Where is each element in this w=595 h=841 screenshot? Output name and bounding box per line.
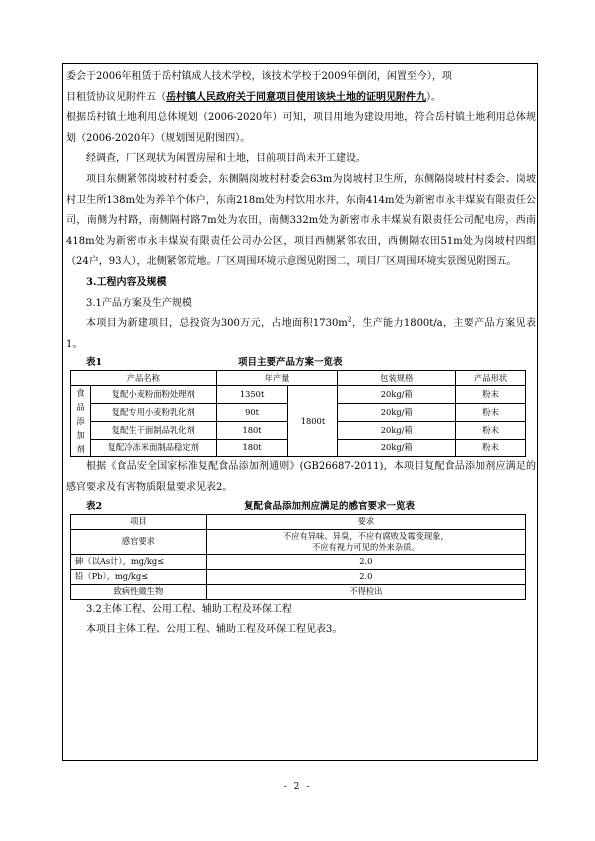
text: 本项目为新建项目，总投资为300万元，占地面积1730m — [86, 318, 348, 330]
group-char: 食 — [76, 388, 85, 399]
header-cell: 要求 — [206, 514, 525, 529]
text: ，生产能力1800t/a，主要产品方案见表1。 — [66, 318, 536, 350]
cell: 复配小麦粉面粉处理剂 — [90, 386, 216, 404]
paragraph — [66, 314, 536, 355]
cell: 180t — [216, 421, 288, 439]
header-cell: 产品名称 — [71, 371, 217, 386]
table-row — [71, 554, 526, 569]
product-table — [70, 370, 526, 457]
cell: 180t — [216, 439, 288, 457]
text: 目租赁协议见附件五（ — [66, 91, 166, 103]
text: ）。 — [426, 91, 441, 103]
table-row — [71, 386, 526, 404]
table1-caption — [66, 355, 536, 370]
table-row — [71, 584, 526, 599]
group-char: 品 — [76, 402, 85, 413]
cell: 复配生干面制品乳化剂 — [90, 421, 216, 439]
cell: 不得检出 — [206, 584, 525, 599]
paragraph: 根据岳村镇土地利用总体规划（2006-2020年）可知，项目用地为建设用地，符合岳村镇土地利用总体规划（2006-2020年）（规划图见附图四）。 — [66, 112, 536, 144]
cell: 90t — [216, 404, 288, 422]
superscript: 2 — [347, 316, 352, 324]
paragraph: 经调查，厂区现状为闲置房屋和土地，目前项目尚未开工建设。 — [86, 153, 366, 165]
cell: 20kg/箱 — [338, 404, 456, 422]
table2-caption — [66, 499, 536, 514]
cell: 20kg/箱 — [338, 439, 456, 457]
paragraph-line — [66, 88, 536, 109]
underlined-reference: 岳村镇人民政府关于同意项目使用该块土地的证明见附件九 — [166, 91, 426, 103]
cell: 铅（Pb），mg/kg≤ — [71, 569, 207, 584]
header-cell: 产品形状 — [456, 371, 526, 386]
cell: 粉末 — [456, 439, 526, 457]
cell: 2.0 — [206, 554, 525, 569]
requirement-line: 不应有异味、异臭，不应有腐败及霉变现象， — [282, 530, 449, 541]
total-cell: 1800t — [288, 386, 338, 457]
group-char: 剂 — [76, 444, 85, 455]
cell: 感官要求 — [71, 529, 207, 554]
requirements-table — [70, 514, 526, 600]
cell: 砷（以As计），mg/kg≤ — [71, 554, 207, 569]
cell: 1350t — [216, 386, 288, 404]
cell: 复配专用小麦粉乳化剂 — [90, 404, 216, 422]
header-cell: 项目 — [71, 514, 207, 529]
group-cell — [71, 386, 91, 457]
cell: 复配冷冻米面制品稳定剂 — [90, 439, 216, 457]
group-char: 添 — [76, 416, 85, 427]
cell: 粉末 — [456, 386, 526, 404]
table1-title: 项目主要产品方案一览表 — [238, 357, 343, 369]
page-number: - 2 - — [283, 782, 312, 792]
paragraph: 根据《食品安全国家标准复配食品添加剂通则》(GB26687-2011)，本项目复配食品添加剂应满足的感官要求及有害物质限量要求见表2。 — [66, 461, 536, 493]
subsection-heading: 3.2主体工程、公用工程、辅助工程及环保工程 — [86, 603, 292, 615]
header-cell: 年产量 — [216, 371, 338, 386]
document-body — [66, 67, 536, 641]
cell: 致病性微生物 — [71, 584, 207, 599]
paragraph: 项目东侧紧邻岗坡村村委会，东侧隔岗坡村村委会63m为岗坡村卫生所，东侧隔岗坡村村委会、岗坡村卫生所138m处为养羊个体户，东南218m处为村饮用水井，东南414m处为新密市永丰煤炭有限责任公司，南侧为村路，南侧隔村路7m处为农田，南侧332m处为新密市永丰煤炭有限责任公司配电房，西南418m处为新密市永丰煤炭有限责任公司办公区，项目西侧紧邻农田，西侧隔农田51m处为岗坡村四组（24户，93人），北侧紧邻荒地。厂区周围环境示意图见附图二，项目厂区周围环境实景图见附图五。 — [66, 173, 536, 268]
table2-number: 表2 — [86, 500, 103, 512]
cell: 粉末 — [456, 404, 526, 422]
header-cell: 包装规格 — [338, 371, 456, 386]
cell: 20kg/箱 — [338, 386, 456, 404]
cell — [206, 529, 525, 554]
paragraph-line: 委会于2006年租赁于岳村镇成人技术学校，该技术学校于2009年倒闭，闲置至今），项 — [66, 71, 452, 82]
section-heading: 3.工程内容及规模 — [86, 276, 167, 288]
table2-title: 复配食品添加剂应满足的感官要求一览表 — [244, 500, 416, 512]
group-char: 加 — [76, 430, 85, 441]
subsection-heading: 3.1产品方案及生产规模 — [86, 297, 192, 309]
cell: 20kg/箱 — [338, 421, 456, 439]
table-header-row — [71, 514, 526, 529]
cell: 粉末 — [456, 421, 526, 439]
table-row — [71, 529, 526, 554]
table1-number: 表1 — [86, 357, 103, 369]
table-header-row — [71, 371, 526, 386]
table-row — [71, 569, 526, 584]
paragraph: 本项目主体工程、公用工程、辅助工程及环保工程见表3。 — [86, 624, 343, 636]
requirement-line: 不应有视力可见的外来杂质。 — [311, 541, 420, 552]
cell: 2.0 — [206, 569, 525, 584]
